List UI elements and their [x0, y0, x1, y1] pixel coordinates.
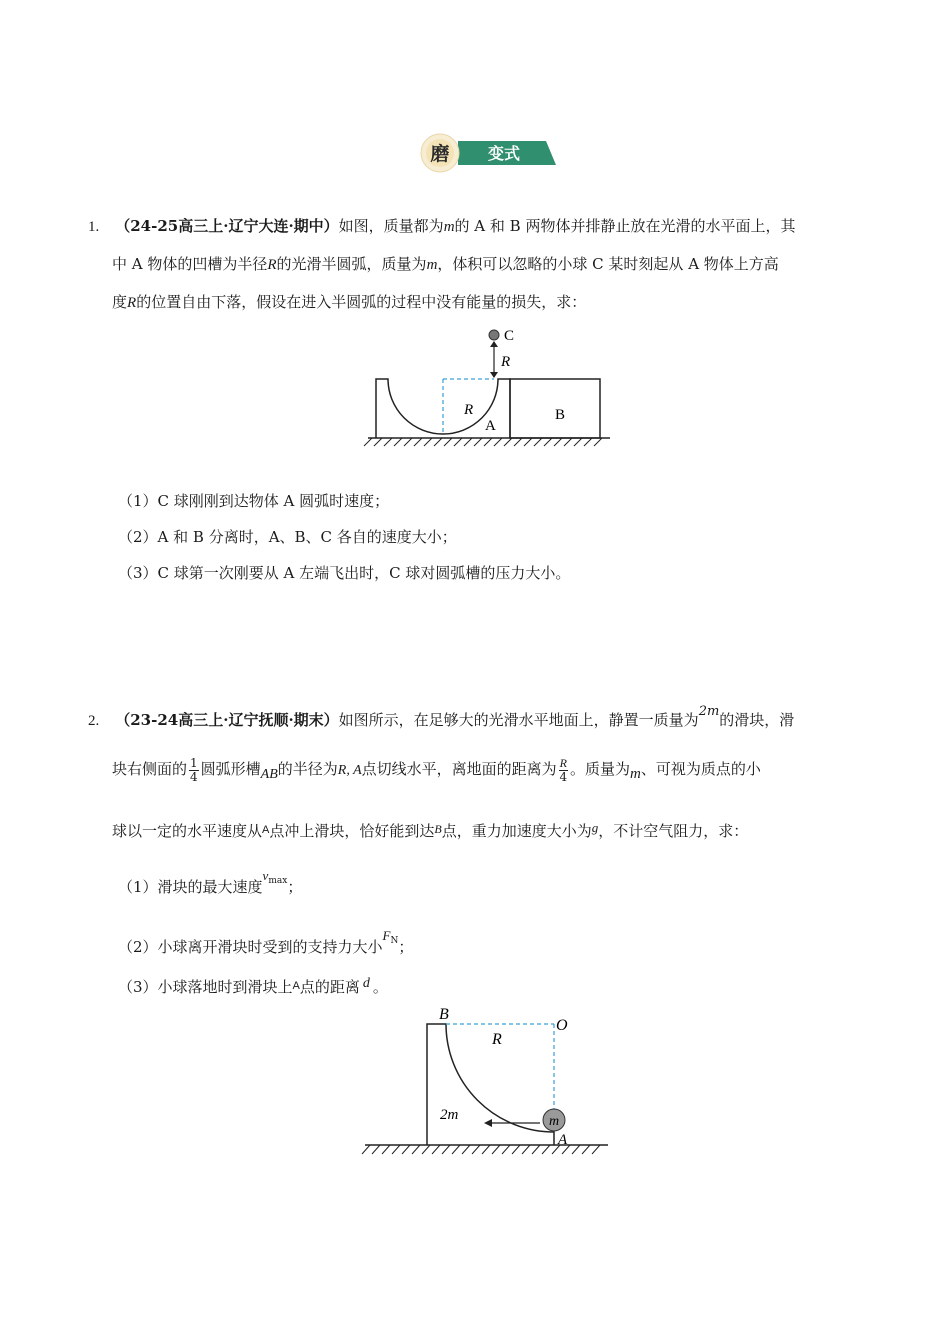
q1-sub2: （2）A 和 B 分离时，A、B、C 各自的速度大小； — [118, 528, 457, 546]
q1-text-3b: 的位置自由下落，假设在进入半圆弧的过程中没有能量的损失，求： — [136, 293, 587, 311]
q2-label-A: A — [558, 1132, 568, 1148]
q1-label-R-top: R — [501, 354, 511, 370]
q2-label-R: R — [492, 1031, 502, 1048]
q2-sub2 — [118, 925, 413, 957]
q1-var-m2: m — [426, 257, 438, 273]
q2-var-2m: 2m — [698, 704, 720, 719]
q1-text-2a: 中 A 物体的凹槽为半径 — [112, 255, 268, 273]
q2-label-m: m — [548, 1114, 560, 1129]
q2-frac-den: 4 — [190, 769, 198, 784]
q2-sub2-text: （2）小球离开滑块时受到的支持力大小 — [118, 938, 383, 956]
q2-frac2-num: R — [559, 755, 568, 770]
q2-text-3a: 球以一定的水平速度从 — [112, 822, 263, 840]
section-badge — [418, 133, 558, 173]
q2-var-F-sub: N — [390, 936, 399, 946]
q2-line1 — [88, 702, 794, 731]
q2-text-3c: 点，重力加速度大小为 — [441, 822, 592, 840]
q1-source: （24-25高三上·辽宁大连·期中） — [115, 217, 339, 235]
q2-sub3-text-b: 点的距离 — [299, 978, 360, 996]
q1-var-m: m — [443, 219, 455, 235]
q2-var-AB: AB — [260, 767, 278, 782]
q2-text-3d: ，不计空气阻力，求： — [598, 822, 749, 840]
q2-text-2a: 块右侧面的 — [112, 760, 188, 778]
q2-var-B: B — [434, 822, 442, 836]
q2-var-F: F — [382, 928, 391, 943]
q2-slider-block — [427, 1024, 554, 1145]
q2-var-A2: A — [292, 980, 300, 992]
q2-text-2b: 圆弧形槽 — [200, 760, 261, 778]
q2-line2 — [112, 754, 761, 790]
q2-text-2c: 的半径为 — [277, 760, 338, 778]
q2-number: 2. — [88, 713, 100, 729]
q2-text-2e: 。质量为 — [570, 760, 631, 778]
q2-var-d: d — [362, 976, 370, 991]
q2-sub1-end: ； — [287, 878, 303, 896]
q1-ground-hatch — [364, 438, 602, 446]
q1-figure — [360, 322, 620, 452]
q1-text-1b: 的 A 和 B 两物体并排静止放在光滑的水平面上，其 — [454, 217, 796, 235]
q2-var-v-sub: max — [268, 876, 288, 886]
badge-label: 变式 — [487, 144, 521, 163]
q2-sub1-text: （1）滑块的最大速度 — [118, 878, 263, 896]
q2-source: （23-24高三上·辽宁抚顺·期末） — [115, 711, 339, 729]
q1-label-B: B — [555, 407, 566, 423]
q2-var-v: v — [262, 868, 269, 883]
q2-fraction-R4 — [559, 757, 568, 784]
badge-char: 磨 — [430, 143, 450, 165]
q2-text-2d: 点切线水平，离地面的距离为 — [361, 760, 557, 778]
q2-label-2m: 2m — [440, 1107, 459, 1123]
q2-sub3 — [118, 974, 388, 997]
q2-var-m: m — [630, 766, 641, 782]
q2-label-B: B — [439, 1006, 449, 1023]
q1-sub3: （3）C 球第一次刚要从 A 左端飞出时，C 球对圆弧槽的压力大小。 — [118, 564, 571, 582]
q2-var-RA: R, A — [337, 763, 362, 778]
q1-text-2b: 的光滑半圆弧，质量为 — [276, 255, 427, 273]
q2-sub2-end: ； — [398, 938, 414, 956]
q2-sub1 — [118, 865, 302, 897]
q1-line3 — [112, 292, 586, 313]
q1-line1 — [88, 216, 795, 237]
q2-frac-num: 1 — [190, 755, 198, 770]
q2-sub3-text-c: 。 — [372, 978, 388, 996]
q1-ball-C — [489, 330, 499, 340]
q2-text-3b: 点冲上滑块，恰好能到达 — [269, 822, 435, 840]
q2-figure — [360, 1004, 615, 1164]
q1-text-1a: 如图，质量都为 — [338, 217, 444, 235]
q2-sub3-text-a: （3）小球落地时到滑块上 — [118, 978, 293, 996]
q2-label-O: O — [556, 1017, 568, 1034]
q2-line3 — [112, 818, 748, 841]
q2-fraction-quarter — [189, 757, 199, 784]
q1-number: 1. — [88, 219, 100, 235]
q2-text-2f: 、可视为质点的小 — [640, 760, 761, 778]
q2-var-g: g — [591, 820, 599, 835]
q2-text-1b: 的滑块，滑 — [719, 711, 795, 729]
q1-text-3a: 度 — [112, 293, 128, 311]
q1-line2 — [112, 254, 779, 275]
q1-sub1: （1）C 球刚刚到达物体 A 圆弧时速度； — [118, 492, 390, 510]
q2-frac2-den: 4 — [559, 769, 568, 784]
q1-text-2c: ，体积可以忽略的小球 C 某时刻起从 A 物体上方高 — [437, 255, 779, 273]
q2-text-1a: 如图所示，在足够大的光滑水平地面上，静置一质量为 — [338, 711, 699, 729]
q1-label-C: C — [504, 328, 515, 344]
q2-var-A: A — [262, 824, 270, 836]
q1-var-R2: R — [127, 295, 137, 311]
q1-label-R-arc: R — [464, 402, 474, 418]
q1-label-A: A — [485, 418, 496, 434]
q1-var-R: R — [267, 257, 277, 273]
